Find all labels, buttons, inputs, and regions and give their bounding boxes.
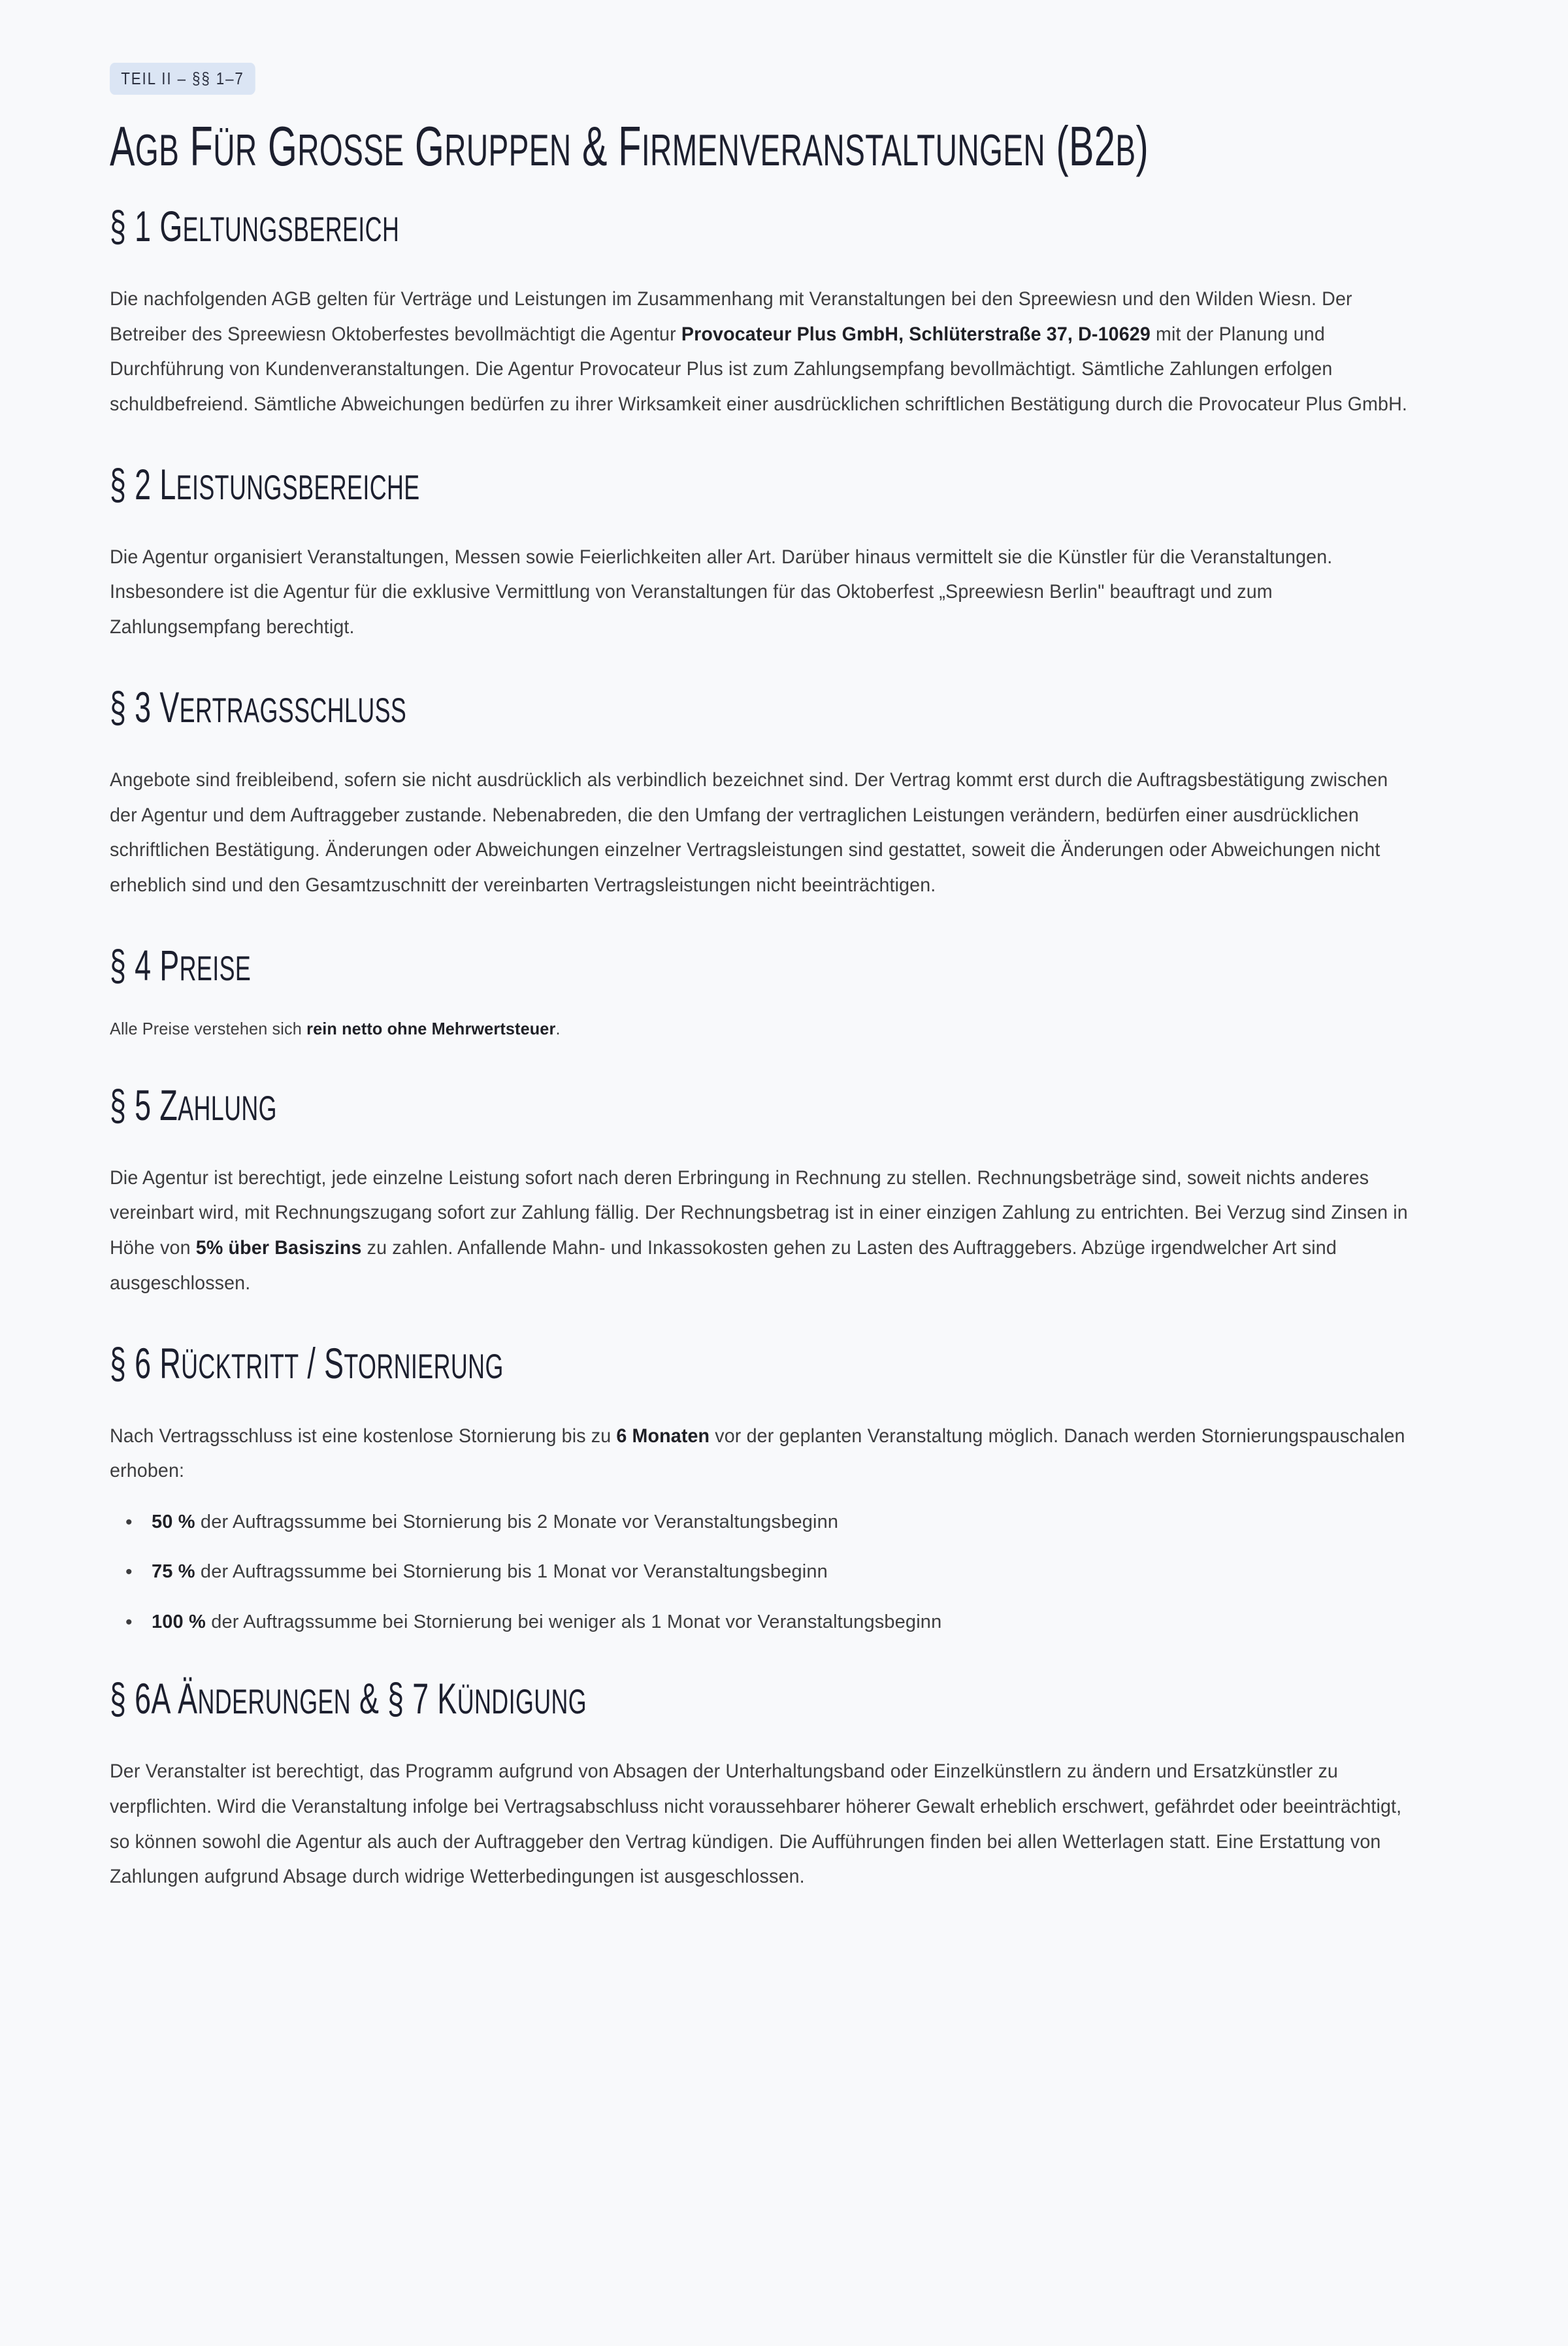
list-item (148, 1558, 1458, 1587)
plain-text: zu zahlen. Anfallende Mahn- und Inkassokosten gehen zu Lasten des Auftraggebers. Abzüge irgendwelcher Art sind ausgeschlossen. (110, 1237, 1337, 1294)
part-badge: TEIL II – §§ 1–7 (110, 63, 255, 95)
emphasis-text: Provocateur Plus GmbH, Schlüterstraße 37, D-10629 (681, 323, 1151, 345)
spacer (110, 1636, 1458, 1674)
section-paragraph (110, 540, 1418, 645)
section-paragraph (110, 1014, 1418, 1043)
plain-text: Alle Preise verstehen sich (110, 1018, 307, 1038)
emphasis-text: 50 % (152, 1511, 195, 1532)
stornierung-list (110, 1508, 1458, 1637)
sections-container (110, 185, 1458, 1894)
section-paragraph (110, 1754, 1418, 1894)
emphasis-text: 75 % (152, 1561, 195, 1583)
emphasis-text: 100 % (152, 1611, 206, 1632)
section-heading: § 4 PREISE (110, 940, 252, 989)
plain-text: Nach Vertragsschluss ist eine kostenlose Stornierung bis zu (110, 1425, 617, 1447)
spacer (110, 422, 1458, 460)
plain-text: der Auftragssumme bei Stornierung bis 2 Monate vor Veranstaltungsbeginn (195, 1511, 839, 1532)
plain-text: Die Agentur ist berechtigt, jede einzelne Leistung sofort nach deren Erbringung in Rechnung zu stellen. Rechnungsbeträge sind, soweit nichts anderes vereinbart wird, mit Rechnungszugang sofort zur Zahlung fällig. Der Rechnungsbetrag ist in einer einzigen Zahlung zu entrichten. Bei Verzug sind Zinsen in Höhe von (110, 1166, 1408, 1259)
section-paragraph (110, 1161, 1418, 1301)
spacer (110, 903, 1458, 941)
plain-text: der Auftragssumme bei Stornierung bei weniger als 1 Monat vor Veranstaltungsbeginn (205, 1611, 942, 1632)
section-heading: § 5 ZAHLUNG (110, 1080, 277, 1130)
plain-text: Die Agentur organisiert Veranstaltungen, Messen sowie Feierlichkeiten aller Art. Darüber hinaus vermittelt sie die Künstler für die Veranstaltungen. Insbesondere ist die Agentur für die exklusive Vermittlung von Veranstaltungen für das Oktoberfest „Spreewiesn Berlin" beauftragt und zum Zahlungsempfang berechtigt. (110, 546, 1333, 638)
plain-text: vor der geplanten Veranstaltung möglich. Danach werden Stornierungspauschalen erhoben: (110, 1425, 1405, 1482)
plain-text: Angebote sind freibleibend, sofern sie nicht ausdrücklich als verbindlich bezeichnet sind. Der Vertrag kommt erst durch die Auftragsbestätigung zwischen der Agentur und dem Auftraggeber zustande. Nebenabreden, die den Umfang der vertraglichen Leistungen verändern, bedürfen einer ausdrücklichen schriftlichen Bestätigung. Änderungen oder Abweichungen einzelner Vertragsleistungen sind gestattet, soweit die Änderungen oder Abweichungen nicht erheblich sind und den Gesamtzuschnitt der vereinbarten Vertragsleistungen nicht beeinträchtigen. (110, 768, 1388, 896)
list-item (148, 1508, 1458, 1537)
emphasis-text: rein netto ohne Mehrwertsteuer (306, 1018, 556, 1038)
section-paragraph (110, 1419, 1418, 1489)
plain-text: . (555, 1018, 561, 1038)
plain-text: Die nachfolgenden AGB gelten für Verträge und Leistungen im Zusammenhang mit Veranstaltungen bei den Spreewiesn und den Wilden Wiesn. Der Betreiber des Spreewiesn Oktoberfestes bevollmächtigt die Agentur (110, 288, 1352, 345)
plain-text: der Auftragssumme bei Stornierung bis 1 Monat vor Veranstaltungsbeginn (195, 1561, 828, 1583)
plain-text: Der Veranstalter ist berechtigt, das Programm aufgrund von Absagen der Unterhaltungsband oder Einzelkünstlern zu ändern und Ersatzkünstler zu verpflichten. Wird die Veranstaltung infolge bei Vertragsabschluss nicht voraussehbarer höherer Gewalt erheblich erschwert, gefährdet oder beeinträchtigt, so können sowohl die Agentur als auch der Auftraggeber den Vertrag kündigen. Die Aufführungen finden bei allen Wetterlagen statt. Eine Erstattung von Zahlungen aufgrund Absage durch widrige Wetterbedingungen ist ausgeschlossen. (110, 1760, 1402, 1888)
section-heading: § 2 LEISTUNGSBEREICHE (110, 459, 420, 509)
page-title: AGB FÜR GROSSE GRUPPEN & FIRMENVERANSTALTUNGEN (B2B) (110, 116, 1149, 178)
emphasis-text: 6 Monaten (616, 1425, 710, 1447)
section-paragraph (110, 763, 1418, 903)
section-heading: § 6A ÄNDERUNGEN & § 7 KÜNDIGUNG (110, 1674, 587, 1723)
plain-text: mit der Planung und Durchführung von Kundenveranstaltungen. Die Agentur Provocateur Plus ist zum Zahlungsempfang bevollmächtigt. Sämtliche Zahlungen erfolgen schuldbefreiend. Sämtliche Abweichungen bedürfen zu ihrer Wirksamkeit einer ausdrücklichen schriftlichen Bestätigung durch die Provocateur Plus GmbH. (110, 323, 1407, 416)
spacer (110, 645, 1458, 683)
section-heading: § 6 RÜCKTRITT / STORNIERUNG (110, 1338, 504, 1387)
spacer (110, 1043, 1458, 1081)
section-paragraph (110, 282, 1418, 422)
section-heading: § 3 VERTRAGSSCHLUSS (110, 682, 407, 732)
list-item (148, 1608, 1458, 1637)
section-heading: § 1 GELTUNGSBEREICH (110, 202, 400, 251)
emphasis-text: 5% über Basiszins (195, 1237, 362, 1259)
spacer (110, 1301, 1458, 1339)
